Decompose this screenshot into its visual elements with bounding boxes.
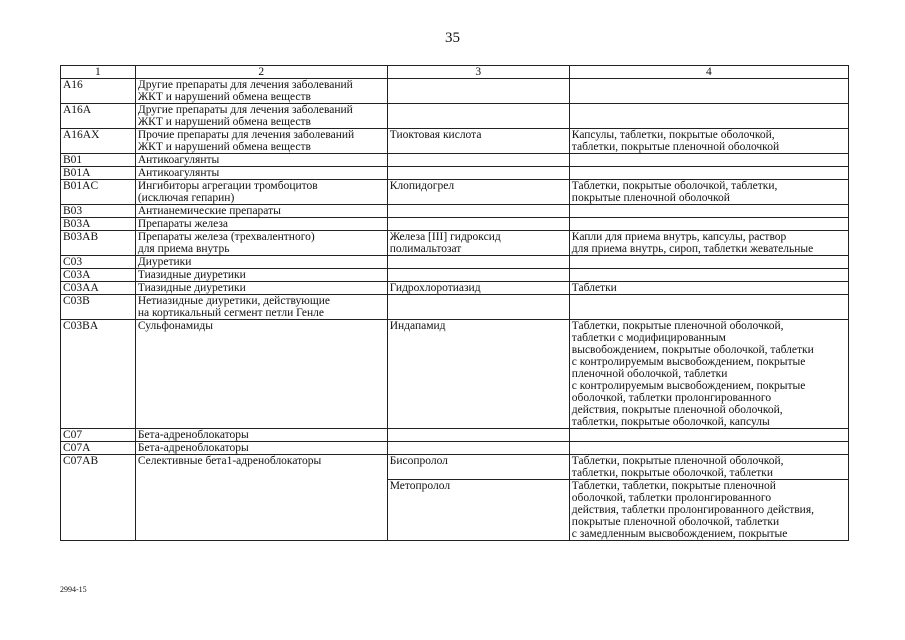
group-name-cell: Антианемические препараты (135, 205, 387, 218)
dosage-form-cell (569, 104, 848, 129)
drug-name-cell (387, 256, 569, 269)
drug-name-cell (387, 442, 569, 455)
table-row (61, 282, 849, 295)
group-name-cell: Селективные бета1-адреноблокаторы (135, 455, 387, 541)
drug-name-cell (387, 295, 569, 320)
group-name-cell: Антикоагулянты (135, 167, 387, 180)
header-col-3: 3 (387, 66, 569, 79)
drug-name-cell: Железа [III] гидроксид полимальтозат (387, 231, 569, 256)
group-name-cell: Ингибиторы агрегации тромбоцитов (исключая гепарин) (135, 180, 387, 205)
table-row (61, 218, 849, 231)
table-row (61, 295, 849, 320)
header-col-4: 4 (569, 66, 848, 79)
atc-code-cell: C03BA (61, 320, 136, 429)
atc-code-cell: C03A (61, 269, 136, 282)
table-body (61, 79, 849, 541)
drug-name-cell (387, 167, 569, 180)
table-row (61, 455, 849, 480)
atc-code-cell: A16A (61, 104, 136, 129)
drug-name-cell (387, 205, 569, 218)
dosage-form-cell: Таблетки, покрытые пленочной оболочкой, таблетки с модифицированным высвобождением, покрытые оболочкой, таблетки с контролируемым высвобождением, покрытые пленочной оболочкой, таблетки с контролируемым высвобождением, покрытые оболочкой, таблетки пролонгированного действия, покрытые пленочной оболочкой, таблетки, покрытые оболочкой, капсулы (569, 320, 848, 429)
group-name-cell: Другие препараты для лечения заболеваний ЖКТ и нарушений обмена веществ (135, 79, 387, 104)
dosage-form-cell: Капсулы, таблетки, покрытые оболочкой, таблетки, покрытые пленочной оболочкой (569, 129, 848, 154)
group-name-cell: Прочие препараты для лечения заболеваний ЖКТ и нарушений обмена веществ (135, 129, 387, 154)
group-name-cell: Нетиазидные диуретики, действующие на кортикальный сегмент петли Генле (135, 295, 387, 320)
header-col-1: 1 (61, 66, 136, 79)
table-row (61, 167, 849, 180)
dosage-form-cell (569, 429, 848, 442)
atc-code-cell: C03 (61, 256, 136, 269)
atc-code-cell: C07AB (61, 455, 136, 541)
table-row (61, 231, 849, 256)
atc-code-cell: C07 (61, 429, 136, 442)
dosage-form-cell (569, 269, 848, 282)
drug-name-cell (387, 218, 569, 231)
atc-code-cell: B03AB (61, 231, 136, 256)
dosage-form-cell: Таблетки (569, 282, 848, 295)
group-name-cell: Бета-адреноблокаторы (135, 429, 387, 442)
table-row (61, 442, 849, 455)
group-name-cell: Тиазидные диуретики (135, 269, 387, 282)
table-row (61, 129, 849, 154)
drug-name-cell (387, 269, 569, 282)
table-row (61, 256, 849, 269)
group-name-cell: Препараты железа (трехвалентного) для приема внутрь (135, 231, 387, 256)
table-row (61, 79, 849, 104)
group-name-cell: Бета-адреноблокаторы (135, 442, 387, 455)
dosage-form-cell: Таблетки, покрытые пленочной оболочкой, таблетки, покрытые оболочкой, таблетки (569, 455, 848, 480)
drug-name-cell: Тиоктовая кислота (387, 129, 569, 154)
group-name-cell: Сульфонамиды (135, 320, 387, 429)
atc-code-cell: A16 (61, 79, 136, 104)
footer-document-code: 2994-15 (60, 585, 87, 594)
header-col-2: 2 (135, 66, 387, 79)
drug-name-cell (387, 104, 569, 129)
table-row (61, 180, 849, 205)
dosage-form-cell (569, 256, 848, 269)
page-number: 35 (445, 30, 460, 46)
dosage-form-cell (569, 167, 848, 180)
group-name-cell: Препараты железа (135, 218, 387, 231)
group-name-cell: Диуретики (135, 256, 387, 269)
atc-code-cell: B01A (61, 167, 136, 180)
dosage-form-cell (569, 79, 848, 104)
table-row (61, 154, 849, 167)
drug-table (60, 65, 849, 541)
dosage-form-cell: Капли для приема внутрь, капсулы, раствор для приема внутрь, сироп, таблетки жевательные (569, 231, 848, 256)
atc-code-cell: B03 (61, 205, 136, 218)
table-row (61, 205, 849, 218)
atc-code-cell: B01 (61, 154, 136, 167)
drug-name-cell: Индапамид (387, 320, 569, 429)
dosage-form-cell: Таблетки, покрытые оболочкой, таблетки, покрытые пленочной оболочкой (569, 180, 848, 205)
atc-code-cell: B01AC (61, 180, 136, 205)
drug-name-cell: Гидрохлоротиазид (387, 282, 569, 295)
group-name-cell: Другие препараты для лечения заболеваний ЖКТ и нарушений обмена веществ (135, 104, 387, 129)
drug-name-cell: Метопролол (387, 480, 569, 541)
dosage-form-cell: Таблетки, таблетки, покрытые пленочной оболочкой, таблетки пролонгированного действия, таблетки пролонгированного действия, покрытые пленочной оболочкой, таблетки с замедленным высвобождением, покрытые (569, 480, 848, 541)
table-row (61, 104, 849, 129)
atc-code-cell: B03A (61, 218, 136, 231)
dosage-form-cell (569, 154, 848, 167)
atc-code-cell: C07A (61, 442, 136, 455)
table-row (61, 429, 849, 442)
header-row (61, 66, 849, 79)
dosage-form-cell (569, 205, 848, 218)
drug-name-cell (387, 429, 569, 442)
dosage-form-cell (569, 442, 848, 455)
table-header (61, 66, 849, 79)
dosage-form-cell (569, 218, 848, 231)
table-row (61, 269, 849, 282)
group-name-cell: Антикоагулянты (135, 154, 387, 167)
atc-code-cell: A16AX (61, 129, 136, 154)
atc-code-cell: C03B (61, 295, 136, 320)
drug-name-cell: Клопидогрел (387, 180, 569, 205)
table-row (61, 320, 849, 429)
drug-name-cell (387, 154, 569, 167)
group-name-cell: Тиазидные диуретики (135, 282, 387, 295)
drug-name-cell (387, 79, 569, 104)
atc-code-cell: C03AA (61, 282, 136, 295)
dosage-form-cell (569, 295, 848, 320)
drug-name-cell: Бисопролол (387, 455, 569, 480)
